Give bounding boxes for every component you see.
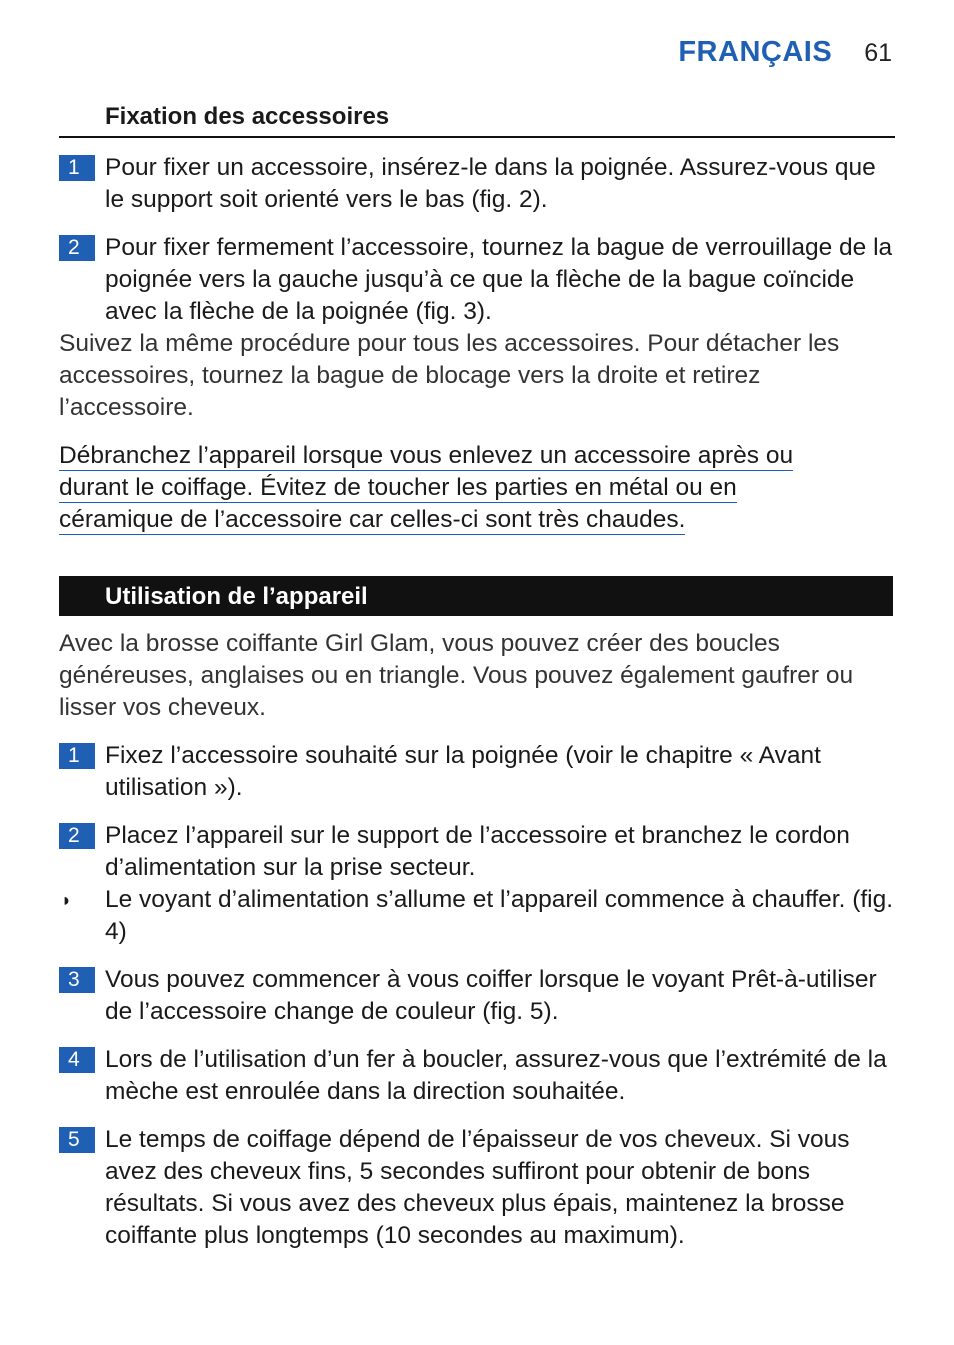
step-2 [59, 820, 895, 884]
step-number: 2 [59, 823, 95, 849]
step-number: 1 [59, 743, 95, 769]
section-heading-attaching-accessories: Fixation des accessoires [59, 98, 895, 138]
step-text: Le temps de coiffage dépend de l’épaisseur de vos cheveux. Si vous avez des cheveux fins, 5 secondes suffiront pour obtenir de bons résultats. Si vous avez des cheveux plus épais, maintenez la brosse coiffante plus longtemps (10 secondes au maximum). [105, 1126, 850, 1249]
step-number: 4 [59, 1047, 95, 1073]
warning-line: Débranchez l’appareil lorsque vous enlevez un accessoire après ou [59, 442, 794, 469]
result-bullet [59, 884, 895, 948]
step-2 [59, 232, 895, 328]
step-number: 3 [59, 967, 95, 993]
step-text: Vous pouvez commencer à vous coiffer lorsque le voyant Prêt-à-utiliser de l’accessoire change de couleur (fig. 5). [105, 966, 877, 1025]
step-3 [59, 964, 895, 1028]
step-number: 5 [59, 1127, 95, 1153]
step-5 [59, 1124, 895, 1252]
step-number: 1 [59, 155, 95, 181]
step-text: Fixez l’accessoire souhaité sur la poignée (voir le chapitre « Avant utilisation »). [105, 742, 821, 801]
language-label: FRANÇAIS [678, 36, 833, 68]
page-header [678, 36, 892, 69]
warning-line: céramique de l’accessoire car celles-ci sont très chaudes. [59, 506, 686, 533]
step-1 [59, 152, 895, 216]
step-text: Pour fixer fermement l’accessoire, tournez la bague de verrouillage de la poignée vers la gauche jusqu’à ce que la flèche de la bague coïncide avec la flèche de la poignée (fig. 3). [105, 234, 893, 325]
step-number: 2 [59, 235, 95, 261]
section-heading-using-appliance: Utilisation de l’appareil [59, 576, 893, 616]
warning-text [59, 440, 895, 536]
step-text: Lors de l’utilisation d’un fer à boucler, assurez-vous que l’extrémité de la mèche est enroulée dans la direction souhaitée. [105, 1046, 887, 1105]
step-text: Placez l’appareil sur le support de l’accessoire et branchez le cordon d’alimentation sur la prise secteur. [105, 822, 850, 881]
page-number: 61 [864, 39, 892, 67]
step-4 [59, 1044, 895, 1108]
intro-text: Avec la brosse coiffante Girl Glam, vous pouvez créer des boucles généreuses, anglaises ou en triangle. Vous pouvez également gaufrer ou lisser vos cheveux. [59, 630, 854, 721]
step-1 [59, 740, 895, 804]
bullet-text: Le voyant d’alimentation s’allume et l’appareil commence à chauffer. (fig. 4) [105, 886, 894, 945]
step-text: Pour fixer un accessoire, insérez-le dans la poignée. Assurez-vous que le support soit orienté vers le bas (fig. 2). [105, 154, 876, 213]
bullet-icon: ◗ [61, 890, 72, 910]
procedure-note: Suivez la même procédure pour tous les accessoires. Pour détacher les accessoires, tournez la bague de blocage vers la droite et retirez l’accessoire. [59, 330, 840, 421]
warning-line: durant le coiffage. Évitez de toucher les parties en métal ou en [59, 474, 737, 501]
page-content [59, 98, 895, 1252]
